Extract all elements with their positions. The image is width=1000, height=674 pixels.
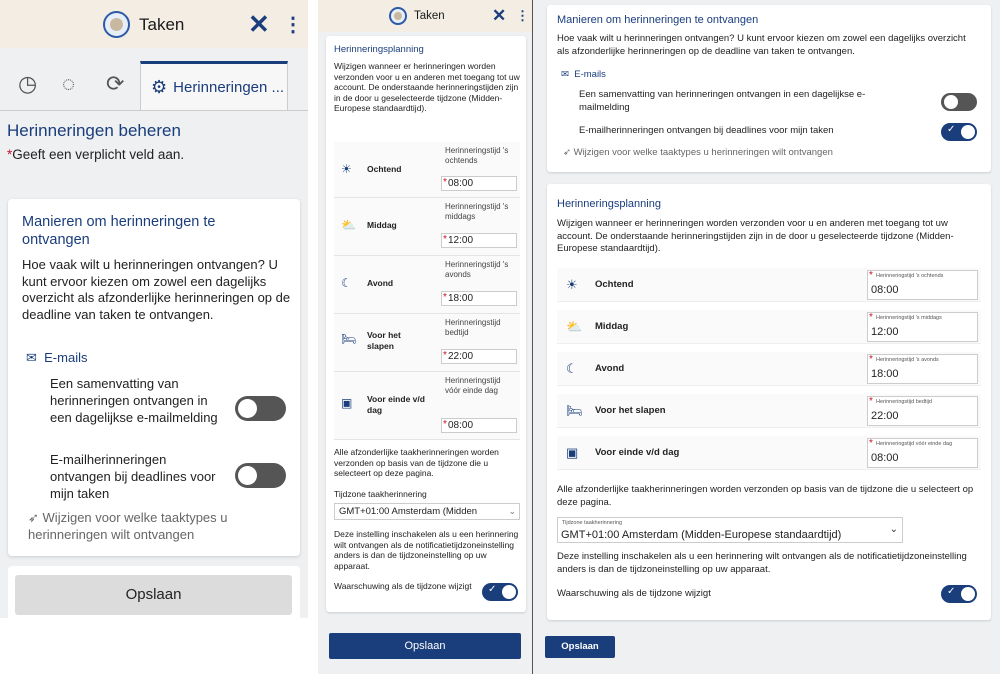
timezone-select[interactable]: Tijdzone taakherinnering GMT+01:00 Amsterdam (Midden-Europese standaardtijd) ⌄ — [557, 517, 903, 543]
schedule-title: Herinneringsplanning — [334, 44, 424, 55]
reminder-row-label: Avond — [367, 278, 394, 288]
sync-icon[interactable]: ⟳ — [106, 71, 125, 96]
reminder-row-label: Voor einde v/d dag — [367, 394, 425, 415]
reminder-row-label: Middag — [595, 321, 629, 332]
reminder-row-afternoon — [334, 198, 520, 256]
reminder-field-label: Herinneringstijd 's ochtends — [445, 146, 509, 165]
reminder-row-evening — [334, 256, 520, 314]
timezone-warning-toggle[interactable]: ✓ — [941, 585, 977, 603]
bedtime-time-input[interactable]: * Herinneringstijd bedtijd 22:00 — [867, 396, 978, 426]
timezone-warning-label: Waarschuwing als de tijdzone wijzigt — [557, 588, 711, 599]
reminder-row-label: Voor het slapen — [367, 330, 401, 351]
schedule-description: Wijzigen wanneer er herinneringen worden verzonden voor u en anderen met toegang tot uw account. De onderstaande herinneringstijden zijn in de door u geselecteerde tijdzone (Midden-Europese standaardtijd). — [334, 61, 520, 113]
email-section: ✉ E-mails — [26, 350, 88, 365]
more-menu-icon[interactable]: ⋮ — [283, 14, 303, 36]
close-icon[interactable]: ✕ — [248, 9, 270, 39]
sun-cloud-icon: ⛅ — [566, 319, 583, 334]
end-of-day-time-input[interactable]: * Herinneringstijd vóór einde dag 08:00 — [867, 438, 978, 468]
reminder-row-label: Voor het slapen — [595, 405, 666, 416]
reminder-row-label: Ochtend — [595, 279, 634, 290]
deadline-toggle[interactable]: ✓ — [941, 123, 977, 141]
reminder-row-morning — [334, 142, 520, 198]
save-button[interactable]: Opslaan — [15, 575, 292, 615]
desktop-panel — [532, 0, 1000, 674]
required-note: *Geeft een verplicht veld aan. — [7, 147, 185, 162]
tab-bar — [0, 61, 308, 111]
ways-title: Manieren om herinneringen te ontvangen — [557, 14, 759, 26]
morning-time-input[interactable]: * Herinneringstijd 's ochtends 08:00 — [867, 270, 978, 300]
external-link-icon: ➶ — [28, 510, 39, 525]
save-button[interactable]: Opslaan — [329, 633, 521, 659]
sun-icon: ☀ — [566, 277, 578, 292]
ways-title: Manieren om herinneringen te ontvangen — [22, 214, 216, 248]
reminder-row-label: Middag — [367, 220, 397, 230]
close-icon[interactable]: ✕ — [492, 6, 507, 25]
reminder-row-bedtime — [557, 394, 981, 428]
app-title: Taken — [414, 10, 445, 22]
ways-card — [547, 5, 991, 172]
mail-icon: ✉ — [26, 350, 37, 365]
calendar-icon: ▣ — [341, 396, 353, 410]
reminder-field-label: Herinneringstijd bedtijd — [445, 318, 501, 337]
user-avatar-icon[interactable] — [389, 7, 407, 25]
reminder-row-evening — [557, 352, 981, 386]
app-header — [318, 0, 532, 32]
reminder-row-afternoon — [557, 310, 981, 344]
ways-card — [8, 199, 300, 556]
tablet-panel — [318, 0, 532, 674]
timezone-warning-toggle[interactable]: ✓ — [482, 583, 518, 601]
change-types-link[interactable]: ➶ Wijzigen voor welke taaktypes u herinneringen wilt ontvangen — [563, 147, 833, 158]
evening-time-input[interactable]: * Herinneringstijd 's avonds 18:00 — [867, 354, 978, 384]
reminder-row-label: Ochtend — [367, 164, 402, 174]
timezone-label: Tijdzone taakherinnering — [334, 489, 427, 499]
calendar-icon: ▣ — [566, 445, 579, 460]
afternoon-time-input[interactable]: * 12:00 — [441, 233, 517, 248]
sun-icon: ☀ — [341, 162, 352, 176]
app-header — [0, 0, 308, 48]
ways-description: Hoe vaak wilt u herinneringen ontvangen? U kunt ervoor kiezen om zowel een dagelijks overzicht als afzonderlijke herinneringen op de deadline van taken te ontvangen. — [22, 257, 291, 322]
email-section: ✉ E-mails — [561, 69, 606, 80]
reminder-row-end-of-day — [557, 436, 981, 470]
clock-check-icon[interactable]: ◷ — [18, 71, 38, 96]
reminder-field-label: Herinneringstijd 's avonds — [445, 260, 509, 279]
change-types-link[interactable]: ➶ Wijzigen voor welke taaktypes u herinneringen wilt ontvangen — [28, 510, 228, 542]
chevron-down-icon: ⌄ — [508, 504, 516, 519]
bedtime-time-input[interactable]: * 22:00 — [441, 349, 517, 364]
deadline-toggle[interactable] — [235, 463, 286, 488]
schedule-card — [547, 184, 991, 620]
deadline-option-label: E-mailherinneringen ontvangen bij deadlines voor mijn taken — [50, 452, 216, 501]
morning-time-input[interactable]: * 08:00 — [441, 176, 517, 191]
mobile-panel — [0, 0, 308, 618]
end-of-day-time-input[interactable]: * 08:00 — [441, 418, 517, 433]
schedule-card — [326, 36, 526, 612]
bed-icon: 🛏 — [341, 332, 357, 346]
more-menu-icon[interactable]: ⋮ — [516, 8, 529, 23]
reminder-row-label: Avond — [595, 363, 625, 374]
ways-description: Hoe vaak wilt u herinneringen ontvangen? U kunt ervoor kiezen om zowel een dagelijks overzicht als afzonderlijke herinneringen op de deadline van taken te ontvangen. — [557, 33, 966, 57]
tab-reminders[interactable] — [140, 61, 288, 111]
warning-description: Deze instelling inschakelen als u een herinnering wilt ontvangen als de notificatietijdzoneinstelling anders is dan de tijdzoneinstelling op uw apparaat. — [557, 551, 967, 575]
reminder-row-label: Voor einde v/d dag — [595, 447, 680, 458]
schedule-title: Herinneringsplanning — [557, 198, 661, 210]
gear-icon: ⚙ — [151, 77, 168, 97]
chevron-down-icon: ⌄ — [889, 524, 898, 535]
reminder-field-label: Herinneringstijd 's middags — [445, 202, 509, 221]
mail-icon: ✉ — [561, 69, 569, 80]
page-title: Herinneringen beheren — [7, 121, 181, 140]
save-button[interactable]: Opslaan — [545, 636, 615, 658]
moon-icon: ☾ — [341, 276, 352, 290]
summary-toggle[interactable] — [235, 396, 286, 421]
summary-option-label: Een samenvatting van herinneringen ontvangen in een dagelijkse e-mailmelding — [50, 376, 218, 425]
sun-cloud-icon: ⛅ — [341, 218, 356, 232]
afternoon-time-input[interactable]: * Herinneringstijd 's middags 12:00 — [867, 312, 978, 342]
timezone-note: Alle afzonderlijke taakherinneringen worden verzonden op basis van de tijdzone die u selecteert op deze pagina. — [334, 447, 499, 478]
timezone-warning-label: Waarschuwing als de tijdzone wijzigt — [334, 581, 472, 591]
timezone-note: Alle afzonderlijke taakherinneringen worden verzonden op basis van de tijdzone die u selecteert op deze pagina. — [557, 484, 974, 508]
bed-icon: 🛏 — [566, 403, 583, 418]
moon-icon: ☾ — [566, 361, 578, 376]
reminder-field-label: Herinneringstijd vóór einde dag — [445, 376, 501, 395]
reminder-row-bedtime — [334, 314, 520, 372]
summary-toggle[interactable] — [941, 93, 977, 111]
reminder-row-end-of-day — [334, 372, 520, 440]
evening-time-input[interactable]: * 18:00 — [441, 291, 517, 306]
schedule-description: Wijzigen wanneer er herinneringen worden verzonden voor u en anderen met toegang tot uw account. De onderstaande herinneringstijden zijn in de door u geselecteerde tijdzone (Midden-Europese standaardtijd). — [557, 218, 954, 254]
external-link-icon: ➶ — [563, 147, 571, 158]
user-avatar-icon[interactable] — [103, 11, 130, 38]
warning-description: Deze instelling inschakelen als u een herinnering wilt ontvangen als de notificatietijdzoneinstelling anders is dan de tijdzoneinstelling op uw apparaat. — [334, 529, 519, 571]
timezone-select[interactable]: GMT+01:00 Amsterdam (Midden ⌄ — [334, 503, 520, 520]
app-title: Taken — [139, 15, 185, 34]
tab-reminders-label: Herinneringen ... — [173, 79, 285, 96]
circle-progress-icon[interactable]: ◌ — [62, 71, 76, 96]
reminder-row-morning — [557, 268, 981, 302]
deadline-option-label: E-mailherinneringen ontvangen bij deadlines voor mijn taken — [579, 125, 834, 136]
summary-option-label: Een samenvatting van herinneringen ontvangen in een dagelijkse e-mailmelding — [579, 89, 866, 113]
